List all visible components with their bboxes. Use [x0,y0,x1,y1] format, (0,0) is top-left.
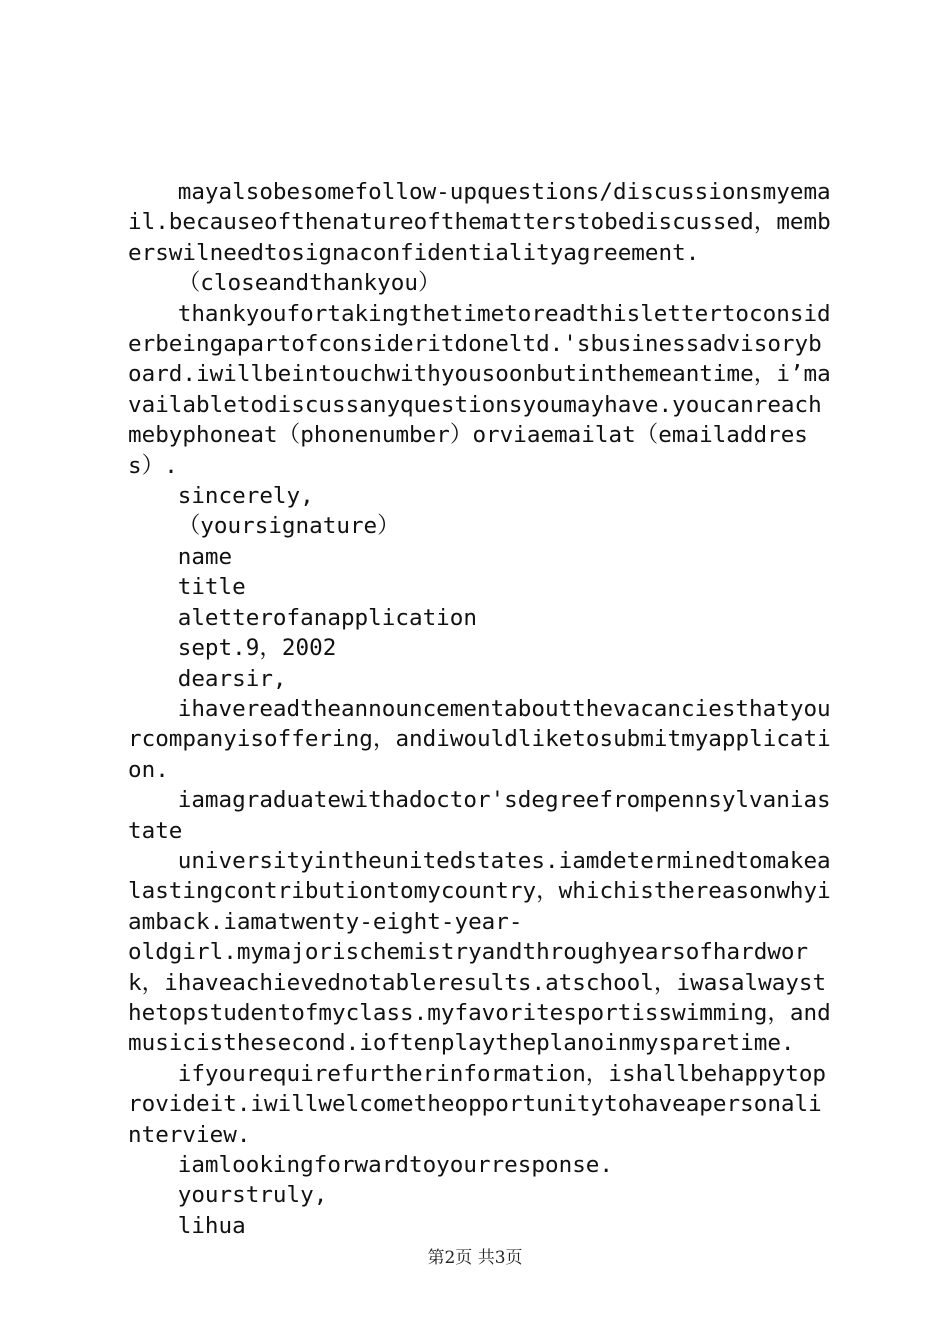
closing-yours-truly: yourstruly, [177,1182,328,1209]
signer-name: name [177,543,233,570]
salutation: dearsir, [177,665,287,692]
paragraph-graduate: iamagraduatewithadoctor'sdegreefrompennsylvaniastate [128,787,831,844]
letter-heading: aletterofanapplication [177,604,477,631]
page-number-footer: 第2页 共3页 [427,1248,523,1268]
signature-placeholder: （yoursignature） [177,513,400,540]
paragraph-thankyou: thankyoufortakingthetimetoreadthislettertoconsiderbeingapartofconsideritdoneltd.'sbusinessadvisoryboard.iwillbeintouchwithyousoonbutinthemeantime，i’mavailabletodiscussanyquestionsyoumayhave.youcanreachmebyphoneat（phonenumber）orviaemailat（emailaddress）. [128,300,831,479]
paragraph-followup: mayalsobesomefollow-upquestions/discussionsmyemail.becauseofthenatureofthematterstobediscussed，memberswilneedtosignaconfidentialityagreement. [128,179,831,266]
paragraph-looking-forward: iamlookingforwardtoyourresponse. [177,1152,614,1178]
paragraph-personal: oldgirl.mymajorischemistryandthroughyearsofhardwork，ihaveachievednotableresults.atschool，iwasalwaysthetopstudentofmyclass.myfavoritesportisswimming，andmusicisthesecond.ioftenplaytheplanoinmysparetime. [128,939,831,1057]
paragraph-further-info: ifyourequirefurtherinformation，ishallbehappytoprovideit.iwillwelcometheopportunitytohaveapersonalinterview. [128,1060,827,1148]
paragraph-university: universityintheunitedstates.iamdeterminedtomakealastingcontributiontomycountry，whichisthereasonwhyiamback.iamatwenty-eight-year- [128,847,831,935]
document-body [128,177,833,1241]
closing-sincerely: sincerely, [177,483,314,510]
signer-title: title [177,574,246,601]
letter-date: sept.9，2002 [177,635,337,662]
sender-name: lihua [177,1212,246,1239]
paragraph-close-heading: （closeandthankyou） [177,270,441,297]
paragraph-announcement: ihavereadtheannouncementaboutthevacanciesthatyourcompanyisoffering，andiwouldliketosubmitmyapplication. [128,695,831,783]
